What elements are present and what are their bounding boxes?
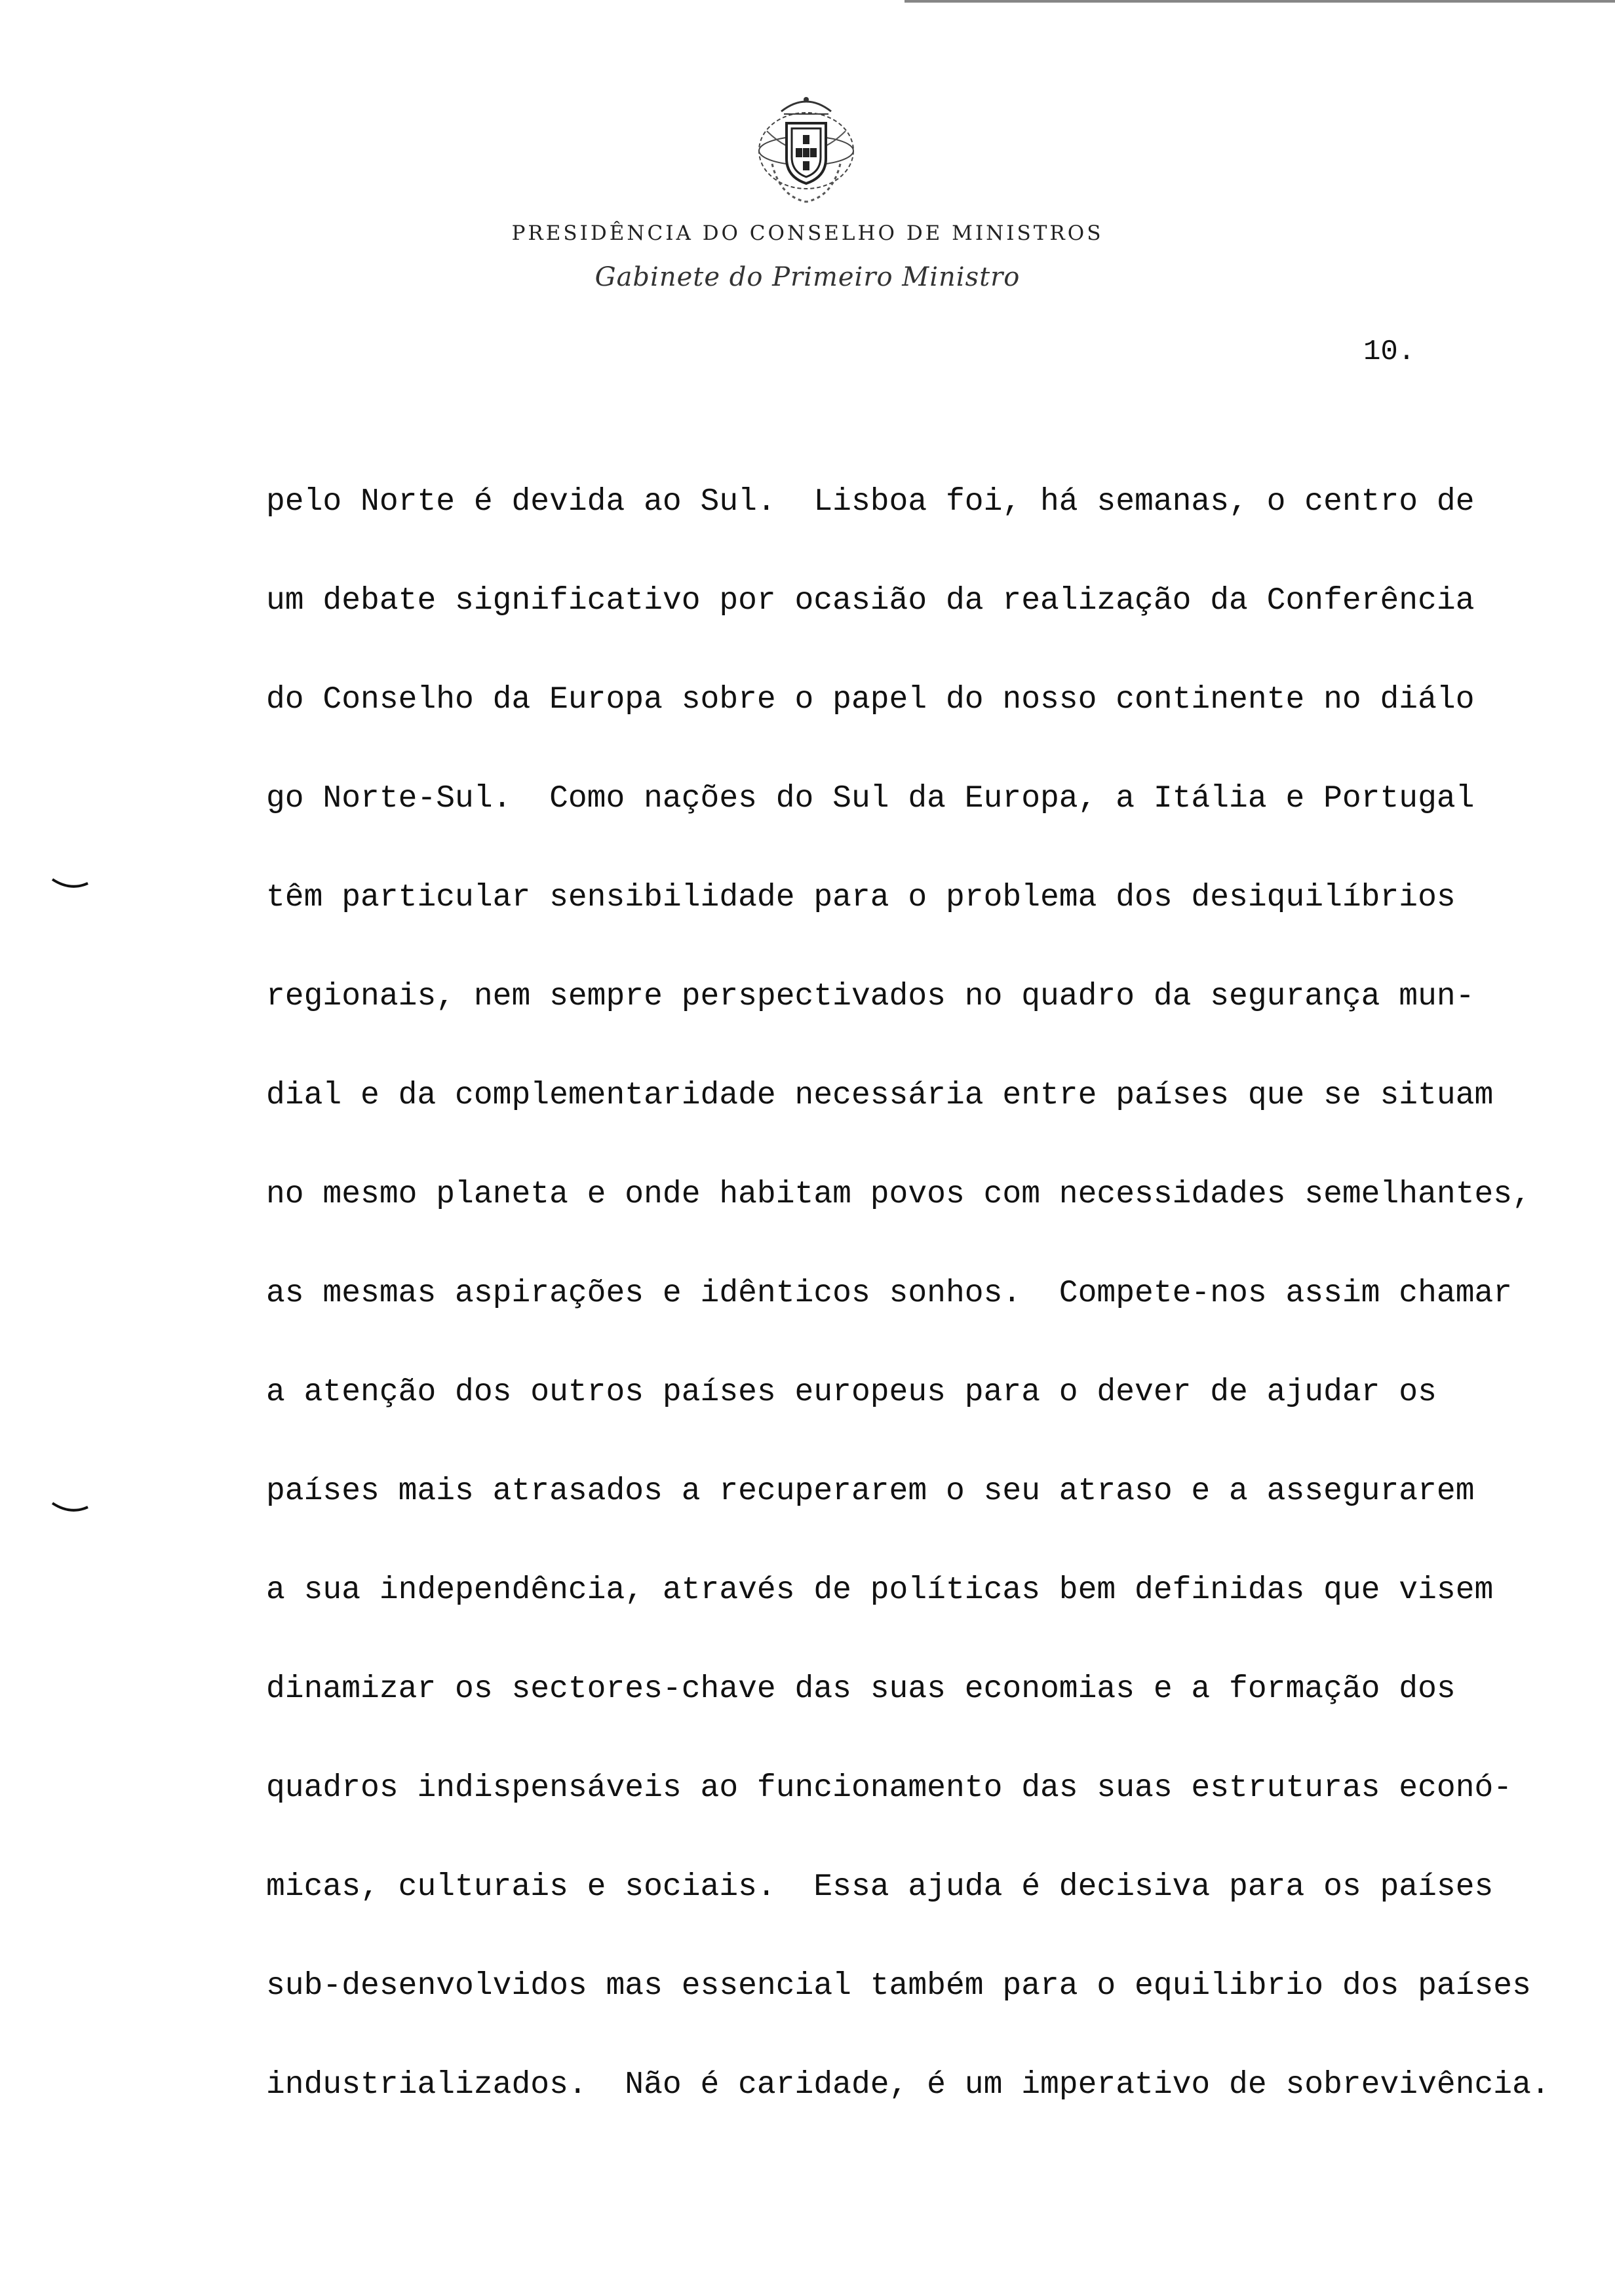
text-line: sub-desenvolvidos mas essencial também para o equilibrio dos países (266, 1968, 1531, 2004)
body-text (266, 482, 1550, 2164)
text-line: têm particular sensibilidade para o problema dos desiquilíbrios (266, 880, 1456, 915)
text-line: a atenção dos outros países europeus para o dever de ajudar os (266, 1375, 1437, 1410)
portuguese-coat-of-arms-icon (741, 85, 872, 210)
text-line: industrializados. Não é caridade, é um imperativo de sobrevivência. (266, 2067, 1550, 2103)
text-line: dial e da complementaridade necessária entre países que se situam (266, 1078, 1494, 1113)
text-line: no mesmo planeta e onde habitam povos com necessidades semelhantes, (266, 1177, 1531, 1212)
cabinet-subheading: Gabinete do Primeiro Ministro (594, 262, 1021, 292)
text-line: países mais atrasados a recuperarem o seu atraso e a assegurarem (266, 1474, 1475, 1509)
text-line: regionais, nem sempre perspectivados no quadro da segurança mun- (266, 979, 1475, 1014)
text-line: as mesmas aspirações e idênticos sonhos. Compete-nos assim chamar (266, 1276, 1513, 1311)
punch-hole-mark-lower (51, 1501, 89, 1515)
text-line: micas, culturais e sociais. Essa ajuda é decisiva para os países (266, 1869, 1494, 1905)
scan-edge-line (905, 0, 1615, 3)
text-line: go Norte-Sul. Como nações do Sul da Europa, a Itália e Portugal (266, 781, 1475, 816)
text-line: quadros indispensáveis ao funcionamento das suas estruturas econó- (266, 1770, 1513, 1806)
punch-hole-mark-upper (51, 877, 89, 891)
page-number: 10. (1363, 335, 1416, 368)
text-line: um debate significativo por ocasião da realização da Conferência (266, 583, 1475, 619)
text-line: pelo Norte é devida ao Sul. Lisboa foi, há semanas, o centro de (266, 484, 1475, 520)
text-line: a sua independência, através de políticas bem definidas que visem (266, 1573, 1494, 1608)
text-line: do Conselho da Europa sobre o papel do nosso continente no diálo (266, 682, 1475, 718)
text-line: dinamizar os sectores-chave das suas economias e a formação dos (266, 1672, 1456, 1707)
institution-heading: PRESIDÊNCIA DO CONSELHO DE MINISTROS (511, 221, 1104, 245)
